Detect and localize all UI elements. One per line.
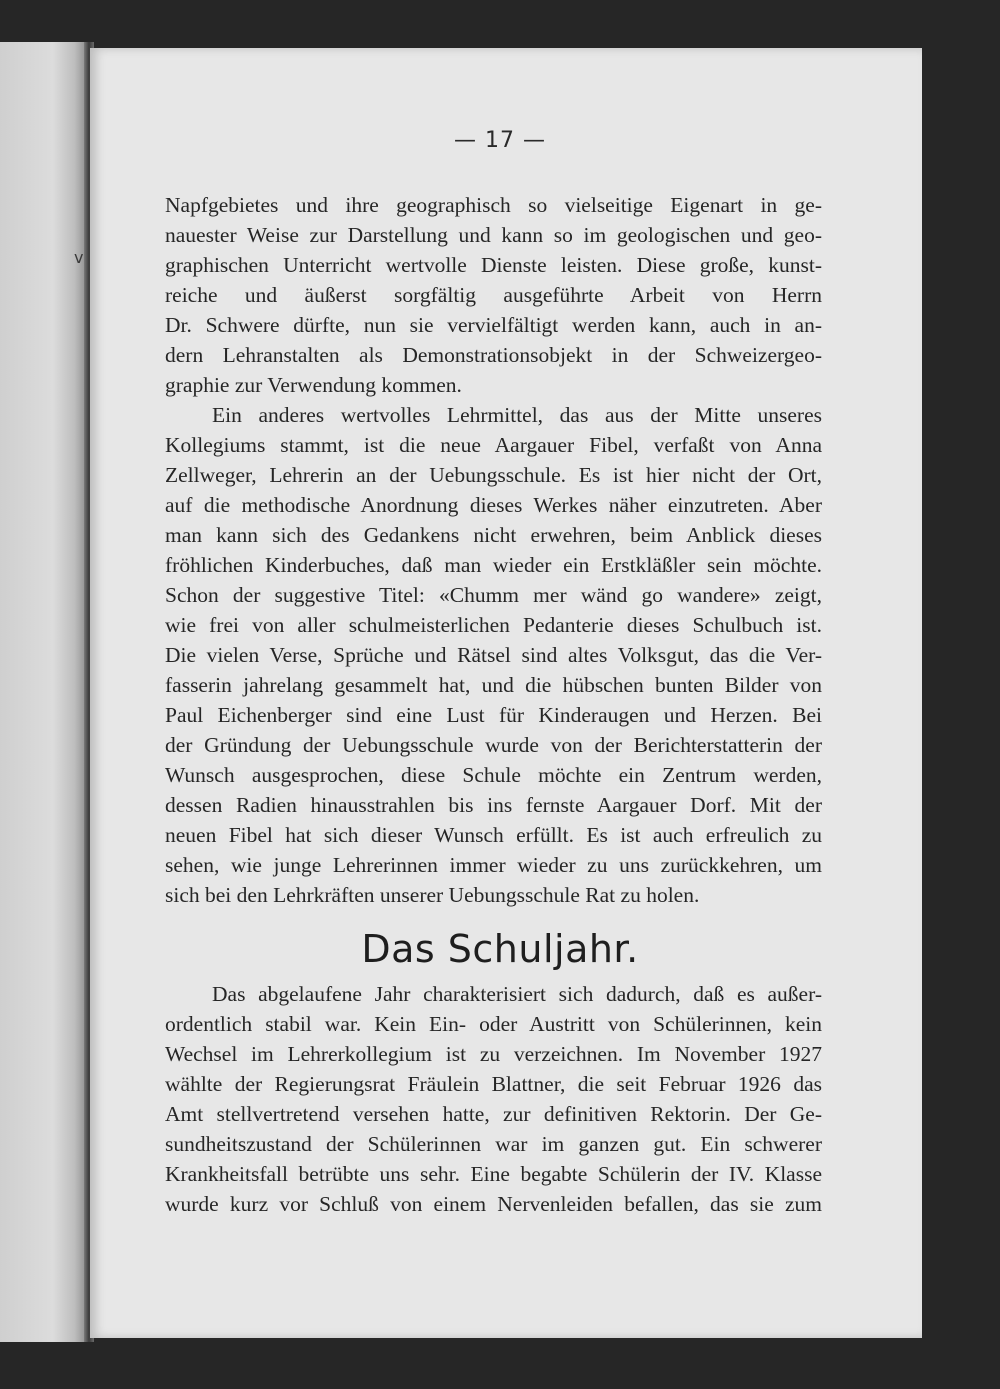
text-line: Dr. Schwere dürfte, nun sie vervielfältigt werden kann, auch in an- — [165, 313, 822, 337]
margin-mark: v — [74, 248, 84, 267]
previous-page-edge — [0, 42, 88, 1342]
text-line: Krankheitsfall betrübte uns sehr. Eine begabte Schülerin der IV. Klasse — [165, 1162, 822, 1186]
text-line: Zellweger, Lehrerin an der Uebungsschule. Es ist hier nicht der Ort, — [165, 463, 822, 487]
page-number: — 17 — — [454, 128, 546, 153]
body-text-upper — [165, 190, 822, 910]
text-line: Kollegiums stammt, ist die neue Aargauer Fibel, verfaßt von Anna — [165, 433, 822, 457]
text-line: man kann sich des Gedankens nicht erwehren, beim Anblick dieses — [165, 523, 822, 547]
text-line: graphie zur Verwendung kommen. — [165, 373, 462, 397]
text-line: neuen Fibel hat sich dieser Wunsch erfüllt. Es ist auch erfreulich zu — [165, 823, 822, 847]
text-line: sundheitszustand der Schülerinnen war im ganzen gut. Ein schwerer — [165, 1132, 822, 1156]
text-line: wählte der Regierungsrat Fräulein Blattner, die seit Februar 1926 das — [165, 1072, 822, 1096]
text-line: auf die methodische Anordnung dieses Werkes näher einzutreten. Aber — [165, 493, 822, 517]
text-line: dessen Radien hinausstrahlen bis ins fernste Aargauer Dorf. Mit der — [165, 793, 822, 817]
body-text-lower — [165, 979, 822, 1219]
text-line: Paul Eichenberger sind eine Lust für Kinderaugen und Herzen. Bei — [165, 703, 822, 727]
text-line: Wechsel im Lehrerkollegium ist zu verzeichnen. Im November 1927 — [165, 1042, 822, 1066]
text-line: Die vielen Verse, Sprüche und Rätsel sind altes Volksgut, das die Ver- — [165, 643, 822, 667]
text-line: Ein anderes wertvolles Lehrmittel, das aus der Mitte unseres — [212, 403, 822, 427]
text-line: der Gründung der Uebungsschule wurde von der Berichterstatterin der — [165, 733, 822, 757]
text-line: Napfgebietes und ihre geographisch so vielseitige Eigenart in ge- — [165, 193, 822, 217]
text-line: reiche und äußerst sorgfältig ausgeführte Arbeit von Herrn — [165, 283, 822, 307]
section-heading: Das Schuljahr. — [361, 927, 639, 971]
text-line: nauester Weise zur Darstellung und kann so im geologischen und geo- — [165, 223, 822, 247]
text-line: fasserin jahrelang gesammelt hat, und die hübschen bunten Bilder von — [165, 673, 822, 697]
text-line: wie frei von aller schulmeisterlichen Pedanterie dieses Schulbuch ist. — [165, 613, 822, 637]
text-line: dern Lehranstalten als Demonstrationsobjekt in der Schweizergeo- — [165, 343, 822, 367]
text-line: sehen, wie junge Lehrerinnen immer wieder zu uns zurückkehren, um — [165, 853, 822, 877]
text-line: Das abgelaufene Jahr charakterisiert sich dadurch, daß es außer- — [212, 982, 822, 1006]
text-line: ordentlich stabil war. Kein Ein- oder Austritt von Schülerinnen, kein — [165, 1012, 822, 1036]
text-line: Wunsch ausgesprochen, diese Schule möchte ein Zentrum werden, — [165, 763, 822, 787]
text-line: wurde kurz vor Schluß von einem Nervenleiden befallen, das sie zum — [165, 1192, 822, 1216]
text-line: sich bei den Lehrkräften unserer Uebungsschule Rat zu holen. — [165, 883, 700, 907]
text-line: Schon der suggestive Titel: «Chumm mer wänd go wandere» zeigt, — [165, 583, 822, 607]
text-line: Amt stellvertretend versehen hatte, zur definitiven Rektorin. Der Ge- — [165, 1102, 822, 1126]
text-line: graphischen Unterricht wertvolle Dienste leisten. Diese große, kunst- — [165, 253, 822, 277]
text-line: fröhlichen Kinderbuches, daß man wieder ein Erstkläßler sein möchte. — [165, 553, 822, 577]
